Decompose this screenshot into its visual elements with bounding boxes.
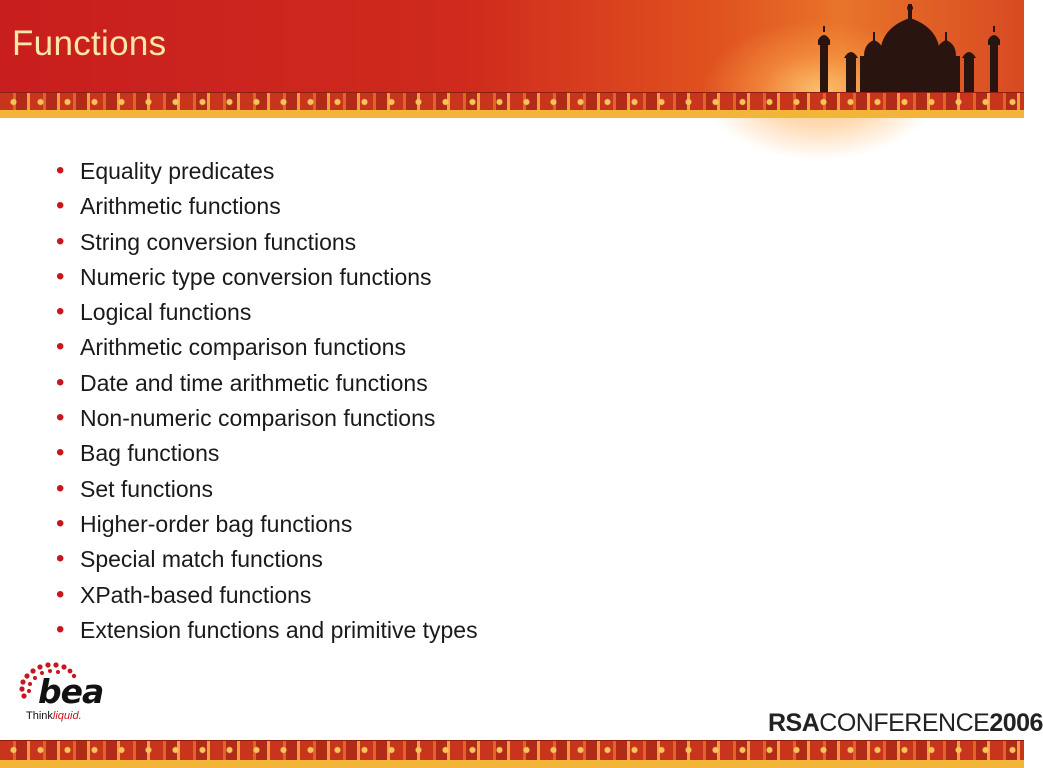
bullet-dot-icon: • (56, 580, 65, 608)
bullet-text: Equality predicates (80, 158, 275, 184)
taj-mahal-silhouette (784, 0, 1024, 92)
bullet-text: Set functions (80, 475, 213, 502)
bullet-text: Date and time arithmetic functions (80, 369, 428, 396)
bullet-dot-icon: • (56, 298, 65, 326)
bullet-dot-icon: • (56, 509, 65, 537)
bullet-dot-icon: • (56, 157, 65, 184)
bullet-text: Arithmetic functions (80, 193, 281, 220)
page-title: Functions (12, 24, 167, 63)
bullet-dot-icon: • (56, 615, 65, 643)
bullet-dot-icon: • (56, 227, 65, 255)
bullet-text: Logical functions (80, 299, 252, 326)
bullet-dot-icon: • (56, 368, 65, 396)
bullet-text: Non-numeric comparison functions (80, 405, 436, 432)
bullet-dot-icon: • (56, 474, 65, 502)
bea-logo (14, 660, 104, 730)
bullet-text: Numeric type conversion functions (80, 263, 432, 290)
rsa-prefix: RSA (768, 709, 820, 737)
decorative-border-top (0, 92, 1024, 111)
bullet-dot-icon: • (56, 192, 65, 220)
bullet-dot-icon: • (56, 333, 65, 361)
bullet-text: Arithmetic comparison functions (80, 334, 406, 361)
bullet-text: Special match functions (80, 546, 323, 573)
tagline-think: Think (26, 710, 53, 722)
bullet-text: Higher-order bag functions (80, 510, 353, 537)
bullet-text: Extension functions and primitive types (80, 616, 478, 643)
header-banner (0, 0, 1024, 92)
gold-divider-bottom (0, 760, 1024, 768)
bullet-dot-icon: • (56, 404, 65, 432)
bullet-dot-icon: • (56, 262, 65, 290)
rsa-conference-logo (768, 709, 1043, 738)
tagline-liquid: liquid. (52, 710, 82, 722)
bea-tagline (26, 710, 82, 722)
bullet-text: XPath-based functions (80, 581, 312, 608)
bullet-text: Bag functions (80, 440, 220, 467)
bullet-dot-icon: • (56, 439, 65, 467)
bullet-text: String conversion functions (80, 228, 357, 255)
bea-wordmark: bea (38, 672, 104, 711)
gold-divider-top (0, 110, 1024, 118)
rsa-conference-word: CONFERENCE (819, 709, 990, 737)
bullet-dot-icon: • (56, 545, 65, 573)
decorative-border-bottom (0, 740, 1024, 761)
rsa-year: 2006 (989, 709, 1043, 737)
